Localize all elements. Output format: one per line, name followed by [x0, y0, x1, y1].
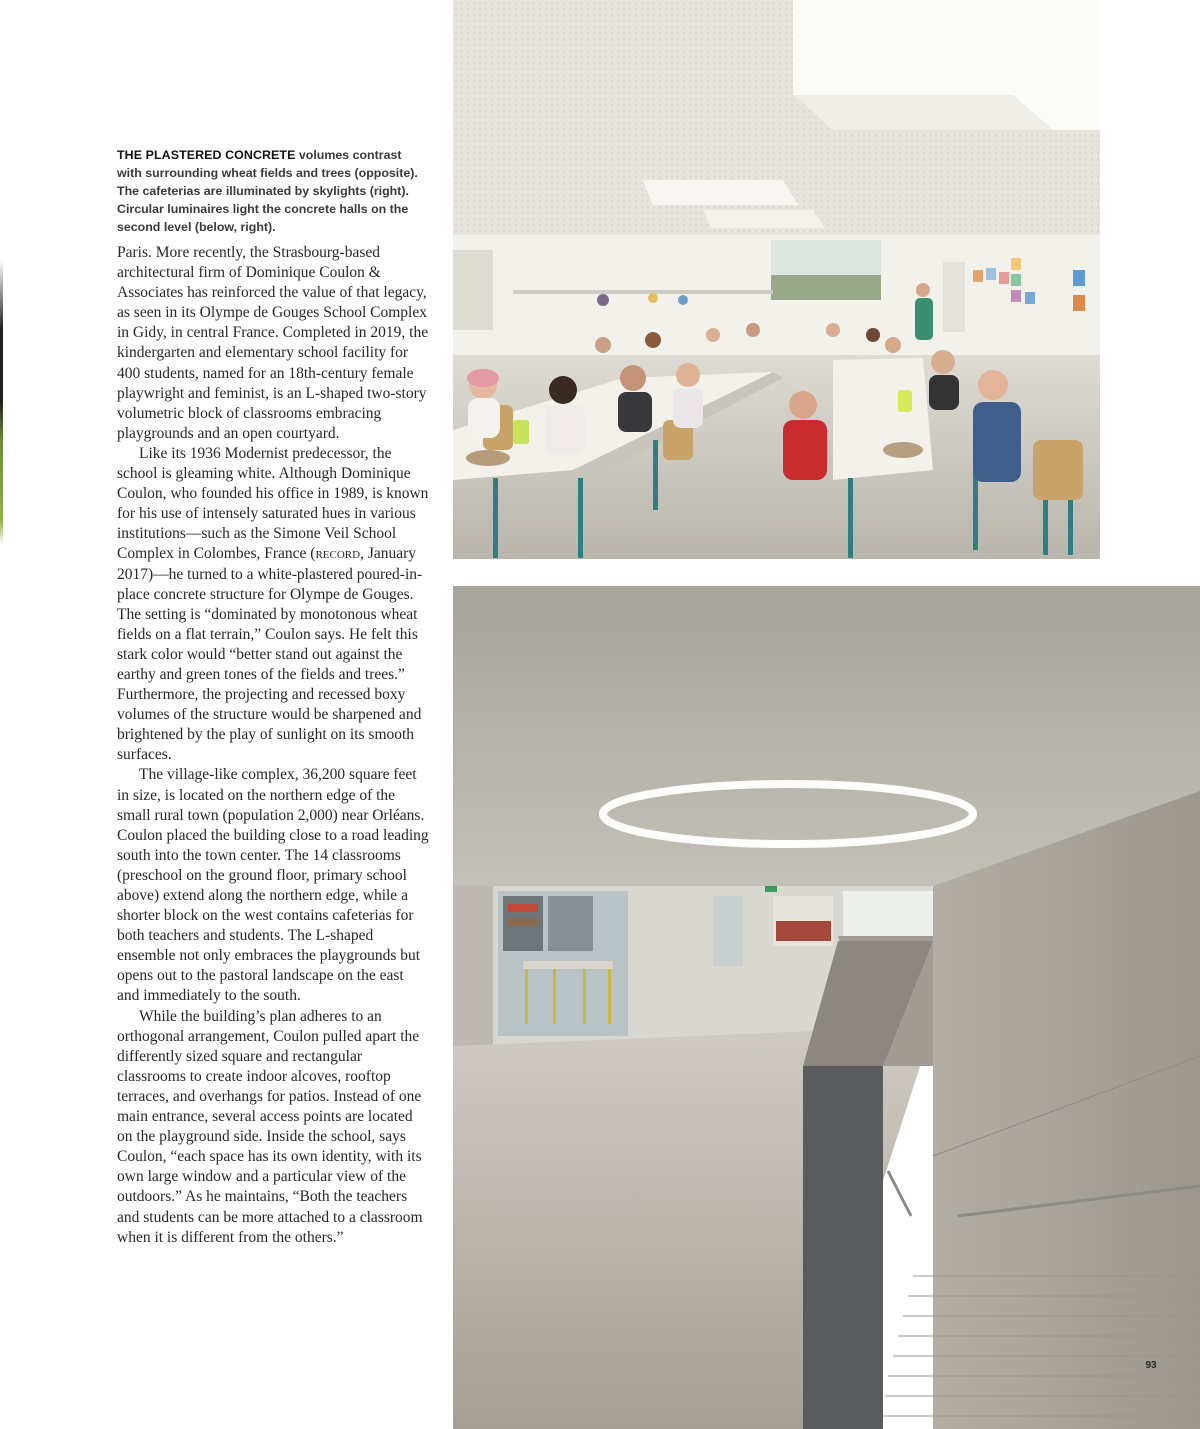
paragraph-2-part-b: , January 2017)—he turned to a white-plastered poured-in-place concrete structure for Olympe de Gouges. The setting is “dominated by monotonous wheat fields on a flat terrain,” Coulon says. He felt this stark color would “better stand out against the earthy and green tones of the fields and trees.” Furthermore, the projecting and recessed boxy volumes of the structure would be sharpened and brightened by the play of sunlight on its smooth surfaces. — [117, 545, 423, 764]
article-paragraph-3: The village-like complex, 36,200 square feet in size, is located on the northern edge of the small rural town (population 2,000) near Orléans. Coulon placed the building close to a road leading south into the town center. The 14 classrooms (preschool on the ground floor, primary school above) extend along the northern edge, while a shorter block on the west contains cafeterias for both teachers and students. The L-shaped ensemble not only embraces the playgrounds but opens out to the pastoral landscape on the east and immediately to the south. — [117, 766, 429, 1005]
article-paragraph-2 — [117, 444, 429, 766]
magazine-name: record — [315, 545, 361, 563]
cafeteria-photo — [453, 0, 1100, 559]
caption-text: volumes contrast with surrounding wheat fields and trees (opposite). The cafeterias are illuminated by skylights (right). Circular luminaires light the concrete halls on the second level (below, right). — [117, 148, 418, 234]
article-paragraph-1: Paris. More recently, the Strasbourg-based architectural firm of Dominique Coulon & Associates has reinforced the value of that legacy, as seen in its Olympe de Gouges School Complex in Gidy, in central France. Completed in 2019, the kindergarten and elementary school facility for 400 students, named for an 18th-century female playwright and feminist, is an L-shaped two-story volumetric block of classrooms embracing playgrounds and an open courtyard. — [117, 244, 429, 442]
paragraph-2-part-a: Like its 1936 Modernist predecessor, the school is gleaming white. Although Dominique Coulon, who founded his office in 1989, is known for his use of intensely saturated hues in various institutions—such as the Simone Veil School Complex in Colombes, France ( — [117, 444, 429, 563]
caption-lead: THE PLASTERED CONCRETE — [117, 148, 296, 162]
cafeteria-illustration — [453, 0, 1100, 559]
article-body — [117, 243, 429, 1248]
photo-caption — [117, 146, 427, 236]
hall-illustration — [453, 586, 1200, 1429]
article-paragraph-4: While the building’s plan adheres to an orthogonal arrangement, Coulon pulled apart the differently sized square and rectangular classrooms to create indoor alcoves, rooftop terraces, and overhangs for patios. Instead of one main entrance, several access points are located on the playground side. Inside the school, says Coulon, “each space has its own identity, with its own large window and a particular view of the outdoors.” As he maintains, “Both the teachers and students can be more attached to a classroom when it is different from the others.” — [117, 1007, 423, 1246]
page-number: 93 — [1145, 1360, 1157, 1371]
concrete-hall-photo — [453, 586, 1200, 1429]
adjacent-page-edge — [0, 0, 3, 1429]
